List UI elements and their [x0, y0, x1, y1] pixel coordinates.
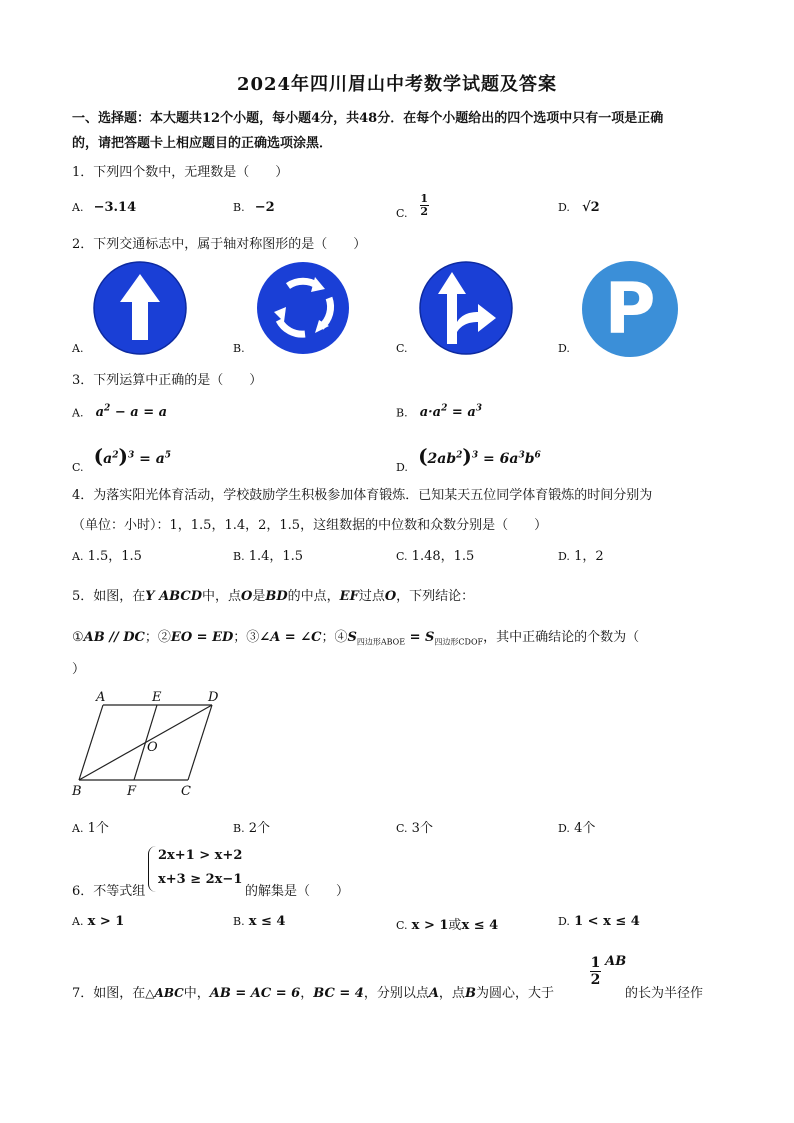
parking-sign-icon: P — [582, 261, 678, 357]
q2-stem: 2．下列交通标志中，属于轴对称图形的是（ ） — [72, 237, 367, 252]
q4-option-c[interactable]: C. 1.48，1.5 — [396, 549, 475, 564]
q6-option-a[interactable]: A. x > 1 — [72, 914, 125, 929]
q3-option-b[interactable]: B. $a\cdot a^2 = a^3$ — [396, 404, 483, 421]
q4-stem-line1: 4．为落实阳光体育活动，学校鼓励学生积极参加体育锻炼．已知某天五位同学体育锻炼的时间分别为 — [72, 488, 653, 503]
point-b-label: B — [72, 784, 82, 799]
q4-option-b[interactable]: B. 1.4，1.5 — [233, 549, 304, 564]
q5-stem: 5．如图，在Y ABCD中，点O是BD的中点，EF过点O，下列结论： — [72, 589, 475, 604]
q5-stem-close: ） — [72, 662, 86, 677]
q3-option-a[interactable]: A. $a^2 - a = a$ — [72, 404, 168, 421]
point-a-label: A — [96, 690, 106, 705]
point-f-label: F — [127, 784, 137, 799]
fraction-one-half: $\frac{1}{2}$ — [420, 192, 428, 218]
point-c-label: C — [181, 784, 191, 799]
q7-fraction: $\frac{1}{2}$ AB — [590, 954, 627, 988]
q5-option-b[interactable]: B. 2个 — [233, 821, 271, 836]
q3-option-d[interactable]: $_{D.}$ $(2ab^2)^3 = 6a^3b^6$ — [396, 444, 541, 474]
page-title: 2024年四川眉山中考数学试题及答案 — [236, 74, 558, 95]
q5-option-a[interactable]: A. 1个 — [72, 821, 109, 836]
parallelogram-figure — [70, 685, 220, 800]
point-o-label: O — [147, 740, 158, 755]
q4-stem-line2: （单位：小时）：1，1.5，1.4，2，1.5，这组数据的中位数和众数分别是（ ） — [72, 518, 548, 533]
section-header-line1: 一、选择题：本大题共12个小题，每小题4分，共48分．在每个小题给出的四个选项中只有一项是正确 — [72, 111, 664, 126]
roundabout-sign-icon — [255, 260, 351, 356]
q5-option-d[interactable]: D. 4个 — [558, 821, 596, 836]
q3-expr-b: $a\cdot a^2 = a^3$ — [419, 404, 483, 421]
q4-option-a[interactable]: A. 1.5，1.5 — [72, 549, 142, 564]
q1-option-b[interactable]: B. −2 — [233, 200, 275, 215]
section-header-line2: 的，请把答题卡上相应题目的正确选项涂黑． — [72, 136, 333, 151]
inequality-1: 2x+1 > x+2 — [158, 848, 243, 863]
q7-stem: 7．如图，在△ABC中，AB = AC = 6，BC = 4，分别以点A，点B为圆心，大于 — [72, 986, 554, 1001]
q6-stem-suffix: 的解集是（ ） — [245, 884, 350, 899]
q3-option-c[interactable]: $_{C.}$ $(a^2)^3 = a^5$ — [72, 444, 172, 474]
point-e-label: E — [152, 690, 162, 705]
q1-option-c[interactable]: $_{C.}$ $\frac{1}{2}$ — [396, 192, 428, 220]
q4-option-d[interactable]: D. 1，2 — [558, 549, 604, 564]
straight-arrow-sign-icon — [92, 260, 188, 356]
point-d-label: D — [208, 690, 219, 705]
q6-option-d[interactable]: D. 1 < x ≤ 4 — [558, 914, 640, 929]
straight-or-right-sign-icon — [418, 260, 514, 356]
q6-option-c[interactable]: C. x > 1或x ≤ 4 — [396, 918, 499, 933]
q3-expr-d: $(2ab^2)^3 = 6a^3b^6$ — [418, 444, 541, 468]
q5-conclusions: ①AB // DC；②EO = ED；③∠A = ∠C；$④S_{四边形ABOE} = S_{四边形CDOF}$，其中正确结论的个数为（ — [72, 630, 640, 647]
q3-stem: 3．下列运算中正确的是（ ） — [72, 373, 263, 388]
q5-option-c[interactable]: C. 3个 — [396, 821, 433, 836]
q1-stem: 1．下列四个数中，无理数是（ ） — [72, 165, 289, 180]
q6-option-b[interactable]: B. x ≤ 4 — [233, 914, 286, 929]
q1-option-d[interactable]: D. √2 — [558, 200, 600, 215]
q1-option-a[interactable]: A. −3.14 — [72, 200, 137, 215]
q6-stem-prefix: 6．不等式组 — [72, 884, 146, 899]
inequality-2: x+3 ≥ 2x−1 — [158, 872, 243, 887]
q3-expr-c: $(a^2)^3 = a^5$ — [93, 444, 172, 468]
q3-expr-a: $a^2 - a = a$ — [95, 404, 168, 421]
q7-stem-suffix: 的长为半径作 — [625, 986, 704, 1001]
